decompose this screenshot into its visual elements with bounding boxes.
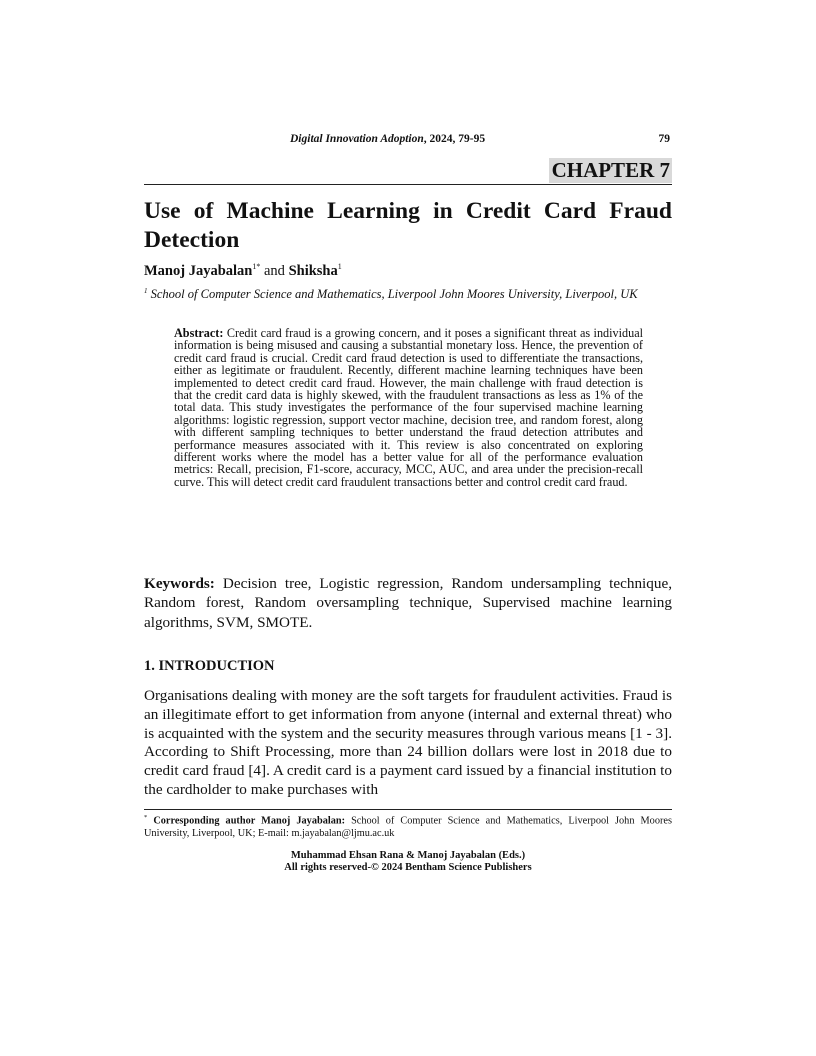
section-heading: 1. INTRODUCTION (144, 658, 275, 674)
abstract-text: Credit card fraud is a growing concern, and it poses a significant threat as individual information is being misused and causing a substantial monetary loss. Hence, the prevention of credit card fraud is crucial. Credit card fraud detection is used to differentiate the transactions, either as legitimate or fraudulent. Recently, different machine learning techniques have been implemented to detect credit card fraud. However, the main challenge with fraud detection is that the credit card data is highly skewed, with the fraudulent transactions as less as 1% of the total data. This study investigates the performance of the four supervised machine learning algorithms: logistic regression, support vector machine, decision tree, and random forest, along with different sampling techniques to better understand the fraud detection attributes and performance measures associated with it. This review is also concentrated on exploring different works where the model has a better value for all of the performance evaluation metrics: Recall, precision, F1-score, accuracy, MCC, AUC, and area under the precision-recall curve. This will detect credit card fraudulent transactions better and control credit card fraud. (174, 326, 643, 489)
page-number: 79 (658, 133, 670, 145)
affiliation-mark: 1 (144, 287, 148, 295)
footnote-label: Corresponding author Manoj Jayabalan: (153, 815, 346, 827)
author-mark: 1 (337, 262, 342, 271)
editors-block (144, 850, 672, 874)
author-connector: and (260, 262, 289, 279)
footnote-divider (144, 809, 672, 810)
keywords (144, 574, 672, 632)
abstract-label: Abstract: (174, 326, 224, 340)
copyright-line: All rights reserved-© 2024 Bentham Science Publishers (284, 862, 532, 873)
keywords-label: Keywords: (144, 575, 215, 592)
affiliation (144, 287, 672, 302)
editors-line: Muhammad Ehsan Rana & Manoj Jayabalan (Eds.) (290, 850, 526, 861)
footnote-mark: * (144, 814, 148, 821)
affiliation-text: School of Computer Science and Mathematics, Liverpool John Moores University, Liverpool, UK (150, 287, 638, 302)
footnote-text: School of Computer Science and Mathematics, Liverpool John Moores University, Liverpool, UK; E-mail: m.jayabalan@ljmu.ac.uk (144, 815, 672, 840)
keywords-text: Decision tree, Logistic regression, Random undersampling technique, Random forest, Random oversampling technique, Supervised machine learning algorithms, SVM, SMOTE. (144, 575, 672, 631)
author-name: Shiksha (288, 262, 338, 279)
chapter-label: CHAPTER 7 (549, 158, 672, 183)
chapter-banner (144, 158, 672, 185)
author-line (144, 262, 342, 280)
paper-title: Use of Machine Learning in Credit Card Fraud Detection (144, 198, 672, 253)
footnote (144, 812, 672, 841)
author-mark: 1* (252, 262, 261, 271)
running-head-journal: Digital Innovation Adoption, 2024, 79-95 (290, 133, 486, 145)
author-name: Manoj Jayabalan (144, 262, 253, 279)
body-paragraph: Organisations dealing with money are the soft targets for fraudulent activities. Fraud is an illegitimate effort to get information from anyone (internal and external threat) who is acquainted with the system and the security measures through various means [1 - 3]. According to Shift Processing, more than 24 billion dollars were lost in 2018 due to credit card fraud [4]. A credit card is a payment card issued by a financial institution to the cardholder to make purchases with (144, 687, 672, 798)
abstract (174, 327, 643, 488)
